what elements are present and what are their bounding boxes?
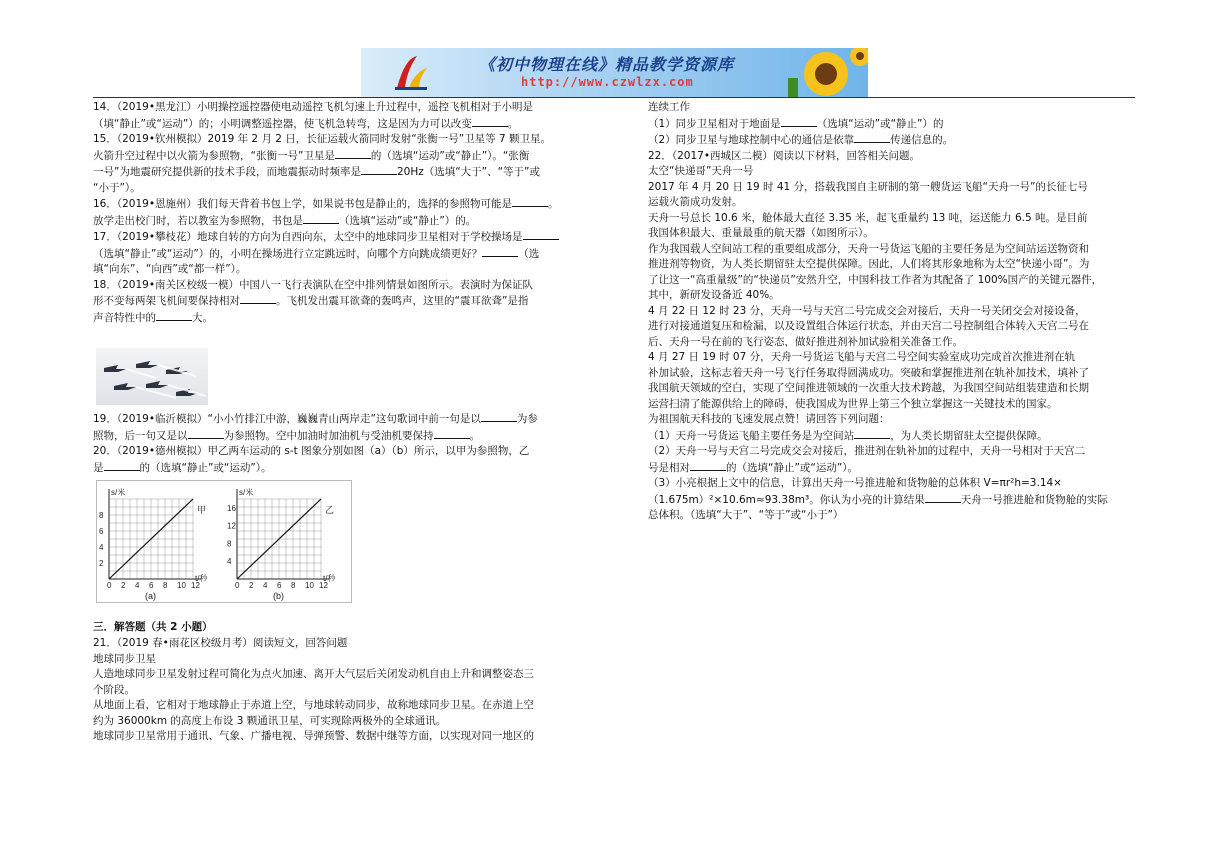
graph-a-y-tick-label: 8 [99,511,104,520]
text-line: （填“静止”或“运动”）的；小明调整遥控器，使飞机急转弯，这是因为力可以改变 。 [93,117,519,130]
text-line: 22．（2017•西城区二模）阅读以下材料，回答相关问题。 [648,149,921,162]
answer-blank[interactable] [690,460,726,471]
text-line: 补加试验，这标志着天舟一号飞行任务取得圆满成功。突破和掌握推进剂在轨补加技术，填补了 [648,366,1089,379]
text-line: 地球同步卫星常用于通讯、气象、广播电视、导弹预警、数据中继等方面，以实现对同一地区的 [93,730,534,742]
text-line: （2）天舟一号与天宫二号完成交会对接后，推进剂在轨补加的过程中，天舟一号相对于天宫二 [648,445,1086,457]
site-logo-icon [391,54,431,92]
text-line: （2）同步卫星与地球控制中心的通信是依靠 传递信息的。 [648,134,954,146]
graph-b-series-label: 乙 [325,505,335,515]
graph-a-caption: (a) [145,591,156,601]
answer-blank[interactable] [854,428,890,439]
graph-b-x-tick-label: 4 [263,581,268,590]
graph-a-x-tick-label: 12 [191,581,200,590]
answer-blank[interactable] [104,460,140,471]
answer-blank[interactable] [854,132,890,143]
text-line: 人造地球同步卫星发射过程可简化为点火加速、离开大气层后关闭发动机自由上升和调整姿态三 [93,668,534,680]
text-line: 填“向东”、“向西”或“都一样”）。 [93,263,247,275]
text-line: 我国体积最大、重量最重的航天器（如图所示）。 [648,227,874,239]
answer-blank[interactable] [434,428,470,439]
text-line: 地球同步卫星 [93,652,156,665]
text-line: 21．（2019 春•雨花区校级月考）阅读短文，回答问题 [93,637,348,649]
text-line: 运载火箭成功发射。 [648,196,743,208]
st-graphs-figure [96,480,352,603]
text-line: 天舟一号总长 10.6 米，舱体最大直径 3.35 米，起飞重量约 13 吨，运送能力 6.5 吨。是目前 [648,211,1088,224]
header-banner [361,48,868,97]
graph-a-x-tick-label: 8 [163,581,168,590]
left-column-b [93,411,593,476]
graph-b-x-tick-label: 12 [319,581,328,590]
text-line: 4 月 27 日 19 时 07 分，天舟一号货运飞船与天宫二号空间实验室成功完成首次推进剂在轨 [648,351,1076,363]
jet-icon-group [96,348,208,405]
text-line: 16．（2019•恩施州）我们每天背着书包上学，如果说书包是静止的，选择的参照物可能是 。 [93,198,559,210]
graph-b-x-tick-label: 2 [249,581,254,590]
text-line: 20．（2019•德州模拟）甲乙两车运动的 s-t 图象分别如图（a）（b）所示，以甲为参照物，乙 [93,445,530,457]
text-line: 运营扫清了能源供给上的障碍，使我国成为世界上第三个独立掌握这一关键技术的国家。 [648,397,1058,410]
text-line: （3）小亮根据上文中的信息，计算出天舟一号推进舱和货物舱的总体积 V=πr²h=3.14× [648,477,1062,489]
graph-a-x-tick-label: 6 [149,581,154,590]
text-line: 火箭升空过程中以火箭为参照物，“张衡一号”卫星是 的（选填“运动”或“静止”）。“张衡 [93,149,530,162]
graph-a-y-axis-label: s/米 [111,488,126,497]
banner-title: 《初中物理在线》精品教学资源库 [479,55,735,74]
right-column [648,100,1168,524]
text-line: 连续工作 [648,101,690,113]
graph-b-x-tick-label: 10 [305,581,314,590]
text-line: 照物，后一句又是以 为参照物。空中加油时加油机与受油机要保持 。 [93,429,480,442]
graph-a-y-tick-label: 4 [99,543,104,552]
graph-a-x-tick-label: 4 [135,581,140,590]
graph-b-caption: (b) [273,591,284,601]
text-line: 作为我国载人空间站工程的重要组成部分，天舟一号货运飞船的主要任务是为空间站运送物资和 [648,242,1089,255]
text-line: 形不变每两架飞机间要保持相对 。飞机发出震耳欲聋的轰鸣声，这里的“震耳欲聋”是指 [93,295,529,307]
graph-a-x-tick-label: 0 [107,581,112,590]
graph-b-x-tick-label: 6 [277,581,282,590]
text-line: 18．（2019•南关区校级一模）中国八一飞行表演队在空中排列情景如图所示。表演时为保证队 [93,278,534,291]
text-line: （1）同步卫星相对于地面是 （选填“运动”或“静止”）的 [648,117,944,130]
sunflower-icon [778,48,868,97]
text-line: 太空“快递哥”天舟一号 [648,165,754,177]
graph-b-x-axis-label: t/秒 [323,574,336,583]
answer-blank[interactable] [188,428,224,439]
text-line: （1.675m）²×10.6m≈93.38m³。你认为小亮的计算结果 天舟一号推进舱和货物舱的实际 [648,493,1108,506]
graph-b-y-tick-label: 12 [227,521,236,531]
answer-blank[interactable] [335,148,371,159]
header-rule [93,97,1135,98]
answer-blank[interactable] [523,229,559,240]
text-line: 其中，新研发设备近 40%。 [648,289,780,301]
graph-b-x-tick-label: 0 [235,581,240,590]
text-line: 了让这一“高重量级”的“快递员”安然升空，中国科技工作者为其配备了 100%国产的关键元器件， [648,273,1103,286]
text-line: 14．（2019•黑龙江）小明操控遥控器使电动遥控飞机匀速上升过程中，遥控飞机相对于小明是 [93,101,534,113]
text-line: 19．（2019•临沂模拟）“小小竹排江中游，巍巍青山两岸走”这句歌词中前一句是以 为参 [93,413,538,425]
text-line: 进行对接通道复压和检漏，以及设置组合体运行状态，并由天宫二号控制组合体转入天宫二号在 [648,320,1089,332]
text-line: 从地面上看，它相对于地球静止于赤道上空，与地球转动同步，故称地球同步卫星。在赤道上空 [93,699,534,711]
st-graphs-svg [97,481,351,602]
text-line: 15．（2019•钦州模拟）2019 年 2 月 2 日，长征运载火箭同时发射“张衡一号”卫星等 7 颗卫星。 [93,133,552,145]
answer-blank[interactable] [156,310,192,321]
text-line: 17．（2019•攀枝花）地球自转的方向为自西向东，太空中的地球同步卫星相对于学校操场是 [93,229,593,246]
text-line: （1）天舟一号货运飞船主要任务是为空间站 ，为人类长期留驻太空提供保障。 [648,429,1048,442]
answer-blank[interactable] [482,246,518,257]
answer-blank[interactable] [303,213,339,224]
text-line: 一号”为地震研究提供新的技术手段，而地震振动时频率是 20Hz（选填“大于”、“等于”或 [93,166,540,178]
text-line: （选填“静止”或“运动”）的，小明在操场进行立定跳远时，向哪个方向跳成绩更好？ （选 [93,247,540,260]
text-line: 后、天舟一号在前的飞行姿态，做好推进剂补加试验相关准备工作。 [648,335,963,348]
answer-blank[interactable] [361,164,397,175]
text-line: 约为 36000km 的高度上布设 3 颗通讯卫星，可实现除两极外的全球通讯。 [93,714,447,727]
answer-blank[interactable] [240,293,276,304]
answer-blank[interactable] [472,116,508,127]
text-line: 个阶段。 [93,683,135,696]
formation-jets-image [96,348,208,405]
graph-b-y-axis-label: s/米 [239,488,254,497]
text-line: 放学走出校门时，若以教室为参照物，书包是 （选填“运动”或“静止”）的。 [93,214,477,227]
graph-b-y-tick-label: 4 [227,557,232,567]
graph-a-y-tick-label: 2 [99,559,104,568]
text-line: 2017 年 4 月 20 日 19 时 41 分，搭载我国自主研制的第一艘货运飞船“天舟一号”的长征七号 [648,180,1088,193]
text-line: 是 的（选填“静止”或“运动”）。 [93,461,272,474]
text-line: 号是相对 的（选填“静止”或“运动”）。 [648,461,859,474]
text-line: “小于”）。 [93,181,141,194]
text-line: 声音特性中的 大。 [93,311,213,324]
graph-b-y-tick-label: 16 [227,503,236,513]
banner-url[interactable]: http://www.czwlzx.com [521,75,694,89]
text-line: 为祖国航天科技的飞速发展点赞！请回答下列问题： [648,413,890,425]
text-line: 推进剂等物资，为人类长期留驻太空提供保障。因此，人们将其形象地称为太空“快递小哥”。为 [648,258,1090,270]
text-line: 总体积。（选填“大于”、“等于”或“小于”） [648,509,844,521]
graph-a-x-tick-label: 2 [121,581,126,590]
graph-a-y-tick-label: 6 [99,527,104,536]
left-column-c [93,636,593,745]
text-line: 4 月 22 日 12 时 23 分，天舟一号与天宫二号完成交会对接后，天舟一号关闭交会对接设备， [648,304,1086,317]
graph-b-x-tick-label: 8 [291,581,296,590]
section-three [93,620,593,636]
graph-b-y-tick-label: 8 [227,539,232,549]
graph-a-x-axis-label: t/秒 [195,574,208,583]
answer-blank[interactable] [781,116,817,127]
graph-a-series-label: 甲 [197,505,207,515]
answer-blank[interactable] [925,492,961,503]
text-line: 我国航天领域的空白，实现了空间推进领域的一次重大技术跨越，为我国空间站组装建造和长期 [648,382,1089,394]
left-column [93,100,593,326]
graph-a-x-tick-label: 10 [177,581,186,590]
answer-blank[interactable] [512,196,548,207]
answer-blank[interactable] [481,411,517,422]
section-three-heading: 三．解答题（共 2 小题） [93,621,213,633]
